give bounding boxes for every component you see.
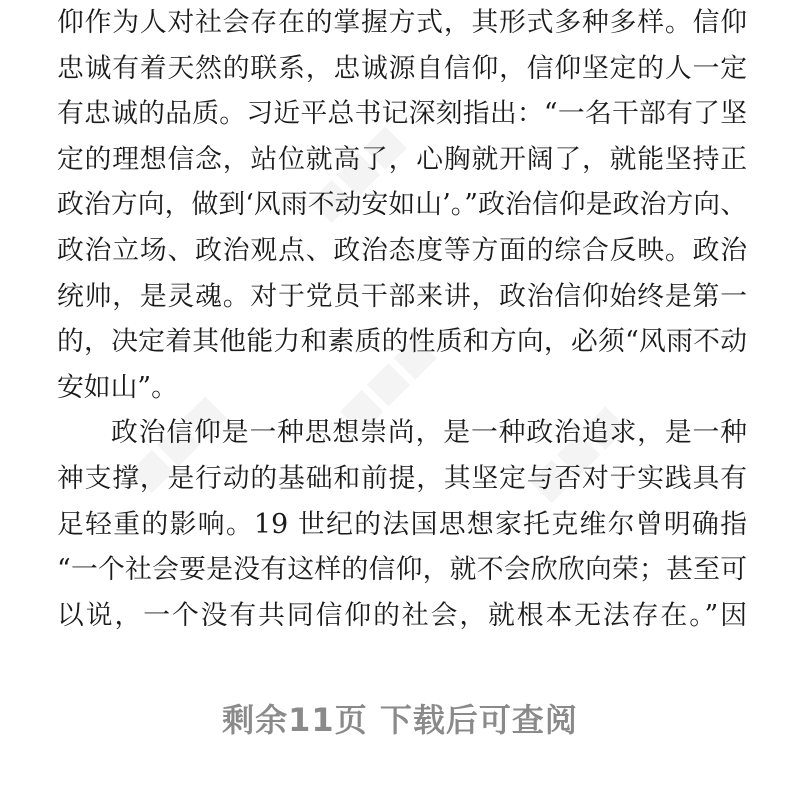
paragraph-line: 忠诚有着天然的联系，忠诚源自信仰，信仰坚定的人一定 [57, 52, 747, 84]
document-body [57, 0, 747, 638]
paragraph-line: 安如山”。 [57, 371, 178, 403]
paragraph-line: 政治信仰是一种思想崇尚，是一种政治追求，是一种 [111, 417, 747, 449]
paragraph-line: 神支撑，是行动的基础和前提，其坚定与否对于实践具有 [57, 462, 747, 494]
watermark: ■■■ [120, 386, 234, 500]
paragraph-line: 以说，一个没有共同信仰的社会，就根本无法存在。”因 [57, 599, 747, 631]
paragraph-line: “一个社会要是没有这样的信仰，就不会欣欣向荣；甚至可 [57, 554, 747, 586]
paragraph-line: 足轻重的影响。19 世纪的法国思想家托克维尔曾明确指 [57, 508, 747, 540]
paragraph-line: 仰作为人对社会存在的掌握方式，其形式多种多样。信仰 [57, 7, 747, 38]
watermark: ■■■ [300, 116, 414, 230]
paragraph-line: 统帅，是灵魂。对于党员干部来讲，政治信仰始终是第一 [57, 280, 747, 312]
watermark: ■■■ [520, 396, 634, 510]
watermark: ■■■ [330, 326, 444, 440]
paragraph-line: 政治方向，做到‘风雨不动安如山’。”政治信仰是政治方向、 [57, 189, 747, 221]
remaining-pages-notice: 剩余11页 下载后可查阅 [222, 701, 578, 739]
paragraph-line: 定的理想信念，站位就高了，心胸就开阔了，就能坚持正 [57, 143, 747, 175]
paragraph-line: 政治立场、政治观点、政治态度等方面的综合反映。政治 [57, 234, 747, 266]
paragraph-line: 的，决定着其他能力和素质的性质和方向，必须“风雨不动 [57, 326, 747, 358]
paragraph-line: 有忠诚的品质。习近平总书记深刻指出：“一名干部有了坚 [57, 98, 747, 130]
